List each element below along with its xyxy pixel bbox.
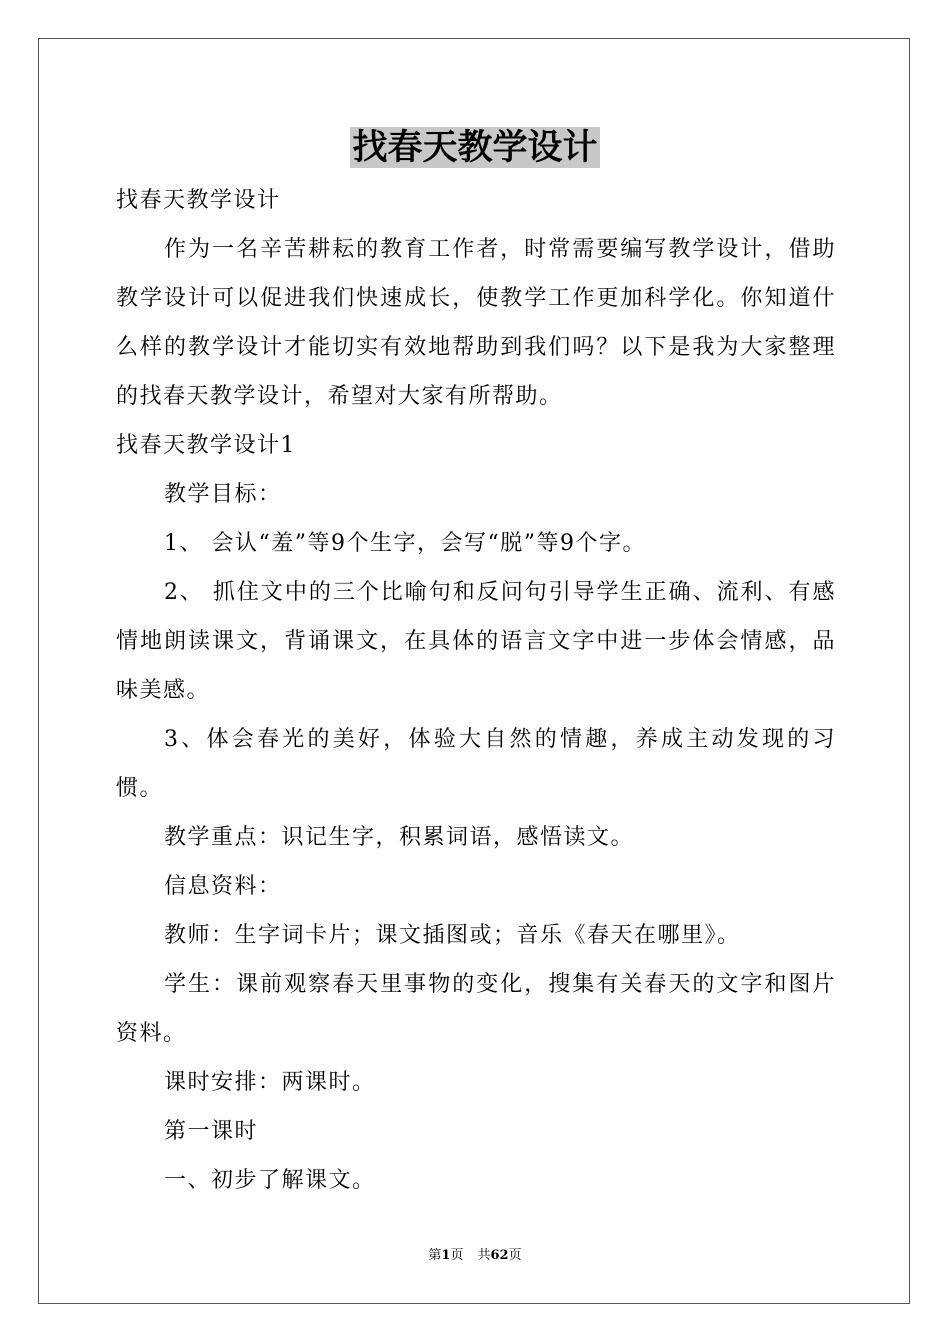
paragraph-lesson-heading: 第一课时: [164, 1119, 259, 1144]
paragraph-step-1: 一、初步了解课文。: [164, 1168, 376, 1193]
paragraph-goal-1: 1、 会认“羞”等9个生字，会写“脱”等9个字。: [164, 531, 646, 556]
footer-total-suffix: 页: [508, 1248, 522, 1263]
paragraph-key-points: 教学重点：识记生字，积累词语，感悟读文。: [164, 825, 635, 850]
paragraph-goals-heading: 教学目标：: [164, 482, 282, 507]
document-body: [116, 176, 836, 1205]
paragraph-goal-3: 3、体会春光的美好，体验大自然的情趣，养成主动发现的习惯。: [116, 727, 836, 801]
document-title: [0, 126, 950, 170]
footer-page-prefix: 第: [428, 1248, 442, 1263]
paragraph-intro: 作为一名辛苦耕耘的教育工作者，时常需要编写教学设计，借助教学设计可以促进我们快速成长，使教学工作更加科学化。你知道什么样的教学设计才能切实有效地帮助到我们吗？以下是我为大家整理的找春天教学设计，希望对大家有所帮助。: [116, 237, 836, 409]
paragraph-section-heading: 找春天教学设计1: [116, 433, 296, 458]
paragraph-goal-2: 2、 抓住文中的三个比喻句和反问句引导学生正确、流利、有感情地朗读课文，背诵课文，在具体的语言文字中进一步体会情感，品味美感。: [116, 580, 836, 703]
footer-page-number: 1: [441, 1248, 451, 1263]
page-footer: [0, 1246, 950, 1266]
footer-page-suffix: 页: [450, 1248, 464, 1263]
paragraph-student-materials: 学生：课前观察春天里事物的变化，搜集有关春天的文字和图片资料。: [116, 972, 836, 1046]
paragraph-materials-heading: 信息资料：: [164, 874, 282, 899]
paragraph-schedule: 课时安排：两课时。: [164, 1070, 376, 1095]
paragraph-subtitle: 找春天教学设计: [116, 188, 281, 213]
document-title-text: 找春天教学设计: [352, 127, 598, 168]
footer-total-prefix: 共: [477, 1248, 491, 1263]
paragraph-teacher-materials: 教师：生字词卡片；课文插图或；音乐《春天在哪里》。: [164, 923, 741, 948]
footer-total-pages: 62: [490, 1248, 509, 1263]
